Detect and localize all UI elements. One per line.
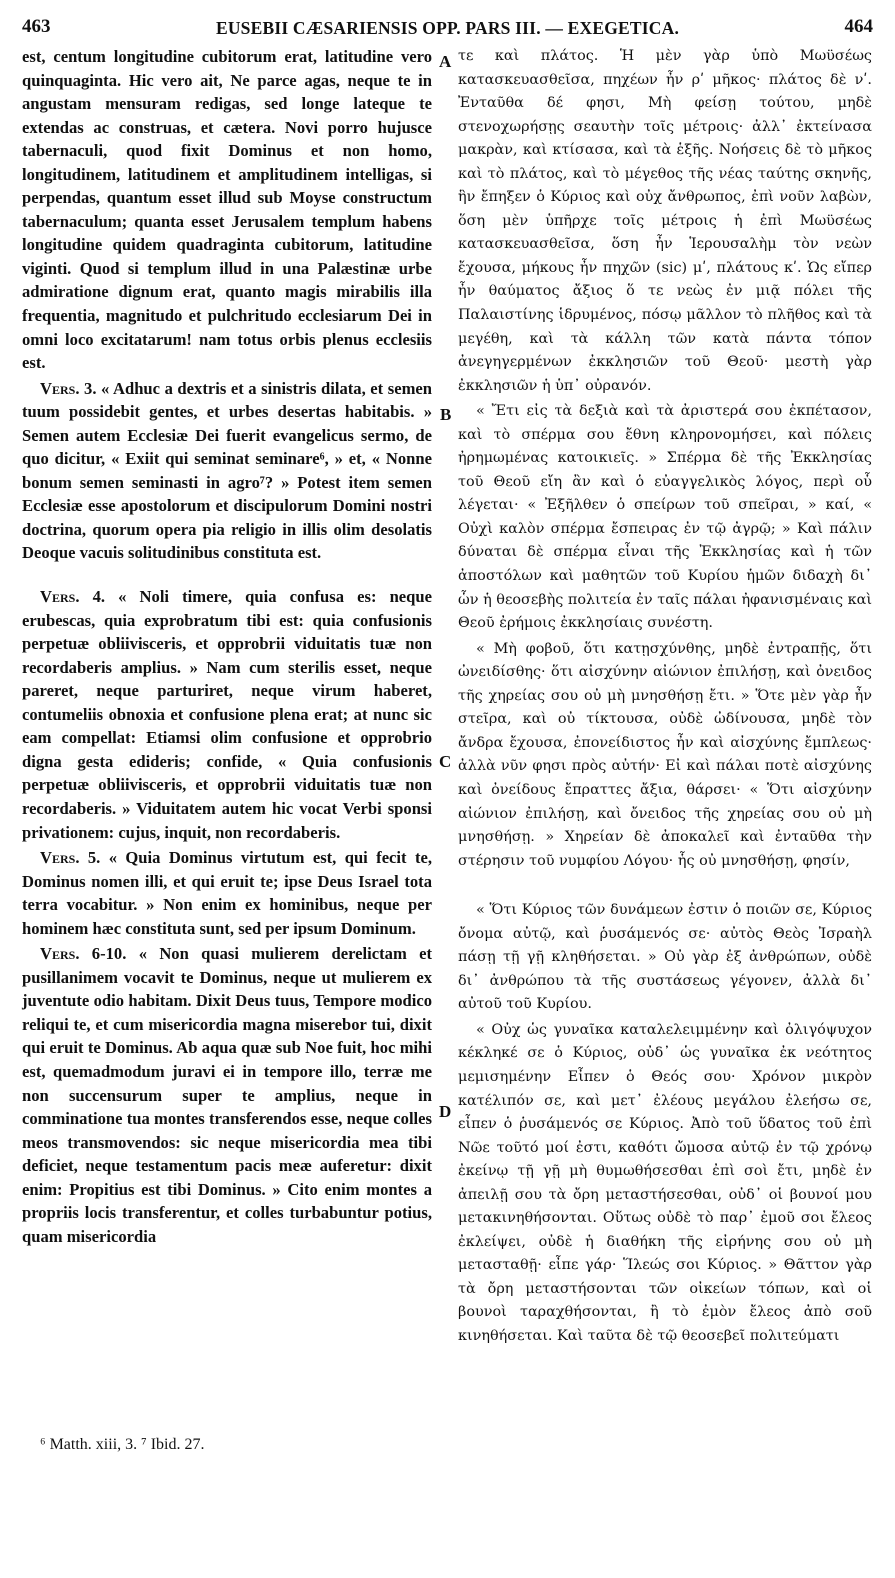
margin-letter-d: D [439,1102,452,1121]
latin-column [22,45,432,1248]
greek-column [458,45,872,1349]
greek-verse-3: « Ἔτι εἰς τὰ δεξιὰ καὶ τὰ ἀριστερά σου ἐκπέτασον, καὶ τὸ σπέρμα σου ἔθνη κληρονομήσει, καὶ πόλεις ἠρημωμένας κατοικιεῖς. » Σπέρμα δὲ τῆς Ἐκκλησίας τοῦ Θεοῦ εἴη ἂν καὶ ὁ εὐαγγελικὸς λόγος, περὶ οὗ λέγεται· « Ἐξῆλθεν ὁ σπείρων τοῦ σπεῖραι, » καί, « Οὐχὶ καλὸν σπέρμα ἔσπειρας ἐν τῷ ἀγρῷ; » Καὶ πάλιν δύναται δὲ σπέρμα εἶναι τῆς Ἐκκλησίας καὶ ἡ τῶν ἀποστόλων καὶ μαθητῶν τοῦ Κυρίου ἡμῶν διδαχὴ δι᾽ ὧν ἡ θεοσεβὴς πολιτεία ἐν ταῖς πάλαι ἠφανισμέναις καὶ Θεοῦ ἐρήμοις ἐκκλησίαις συνέστη. [458,403,872,632]
verse-label-3: Vers. 3. [40,378,97,398]
latin-verse-5-text: « Quia Dominus virtutum est, qui fecit te, Dominus nomen illi, et qui eruit te; ipse Deus Israel tota terra vocabitur. » Non enim ex hominibus, neque per hominem hæc constituta sunt, sed per ipsum Dominum. [22,848,432,938]
greek-verse-5: « Ὅτι Κύριος τῶν δυνάμεων ἐστιν ὁ ποιῶν σε, Κύριος ὄνομα αὐτῷ, καὶ ῥυσάμενός σε· αὐτὸς Θεὸς Ἰσραὴλ πάσῃ τῇ γῇ κληθήσεται. » Οὐ γὰρ ἐξ ἀνθρώπων, οὐδὲ δι᾽ ἀνθρώπου τὰ τῆς συστάσεως γέγονεν, ἀλλὰ δι᾽ αὐτοῦ τοῦ Κυρίου. [458,902,872,1013]
greek-verse-6-10: « Οὐχ ὡς γυναῖκα καταλελειμμένην καὶ ὀλιγόψυχον κέκληκέ σε ὁ Κύριος, οὐδ᾽ ὡς γυναῖκα ἐκ νεότητος μεμισημένην Εἶπεν ὁ Θεός σου· Χρόνον μικρὸν κατέλιπόν σε, καὶ μετ᾽ ἐλέους μεγάλου ἐλεήσω σε, εἶπεν ὁ ῥυσάμενός σε Κύριος. Ἀπὸ τοῦ ὕδατος τοῦ ἐπὶ Νῶε τοῦτό μοί ἐστι, καθότι ὤμοσα αὐτῷ ἐν τῷ χρόνῳ ἐκείνῳ τῇ γῇ μὴ θυμωθήσεσθαι ἐπὶ σοὶ ἔτι, μηδὲ ἐν ἀπειλῇ σου τὰ ὄρη μεταστήσεσθαι, οὐδ᾽ οἱ βουνοί μου μετακινηθήσονται. Οὕτως οὐδὲ τὸ παρ᾽ ἐμοῦ σοι ἔλεος ἐκλείψει, οὐδὲ ἡ διαθήκη τῆς εἰρήνης σου οὐ μὴ μετασταθῇ· εἶπε γάρ· Ἵλεώς σοι Κύριος. » Θᾶττον γὰρ τὰ ὄρη μεταστήσονται τῶν οἰκείων τόπων, καὶ οἱ βουνοὶ ταραχθήσονται, ἢ τὸ ἐμὸν ἔλεος ἀπὸ σοῦ κινηθήσεται. Καὶ ταῦτα δὲ τῷ θεοσεβεῖ πολιτεύματι [458,1021,872,1344]
greek-verse-4: « Μὴ φοβοῦ, ὅτι κατῃσχύνθης, μηδὲ ἐντραπῇς, ὅτι ὠνειδίσθης· ὅτι αἰσχύνην αἰώνιον ἐπιλήσῃ, καὶ ὀνειδος τῆς χηρείας σου οὐ μὴ μνησθήσῃ ἔτι. » Ὅτε μὲν γὰρ ἦν στεῖρα, καὶ οὐ τίκτουσα, οὐδὲ ὠδίνουσα, μηδὲ τὸν ἄνδρα ἔχουσα, ἐπονείδιστος ἦν καὶ αἰσχύνης ἔμπλεως· ἀλλὰ νῦν φησι πρὸς αὐτήν· Εἰ καὶ πάλαι ποτὲ αἰσχύνης καὶ ὀνείδους ἔπραττες ἄξια, θάρσει· « Ὅτι αἰσχύνην αἰώνιον ἐπιλήσῃ, καὶ ὄνειδος τῆς χηρείας σου οὐ μὴ μνησθήσῃ. » Χηρείαν δὲ ἀποκαλεῖ καὶ ἐνταῦθα τὴν στέρησιν τοῦ νυμφίου Λόγου· ἧς οὐ μνησθήσῃ, φησίν, [458,640,872,869]
latin-verse-3-text: « Adhuc a dextris et a sinistris dilata, et semen tuum possidebit gentes, et urbes desertas habitabis. » Semen autem Ecclesiæ Dei fuerit evangelicus sermo, de quo dicitur, « Exiit qui seminat seminare⁶, » et, « Nonne bonum semen seminasti in agro⁷? » Potest item semen Ecclesiæ esse apostolorum et discipulorum Domini nostri doctrina, quorum opera pia religio in illis olim desolatis Deoque vacuis solitudinibus constituta est. [22,378,432,563]
verse-label-5: Vers. 5. [40,848,101,868]
page-number-left: 463 [22,16,51,37]
latin-paragraph-1: est, centum longitudine cubitorum erat, latitudine vero quinquaginta. Hic vero ait, Ne parce agas, neque te in angustam mensuram redigas, sed longe lateque te extendas ac construas, et cætera. Novi porro hujusce tabernaculi, quod fixit Dominus et non homo, longitudinem, latitudinem et amplitudinem intelligas, si perpendas, quantum esset illud sub Moyse constructum tabernaculum; quanta esset Jerusalem templum habens longitudine quidem quadraginta cubitorum, latitudine viginti. Quod si templum illud in una Palæstinæ urbe admiratione dignum erat, quanto magis mirabilis illa frequentia, magnitudo et pulchritudo ecclesiarum Dei in omni loco excitatarum! nam totus orbis plenus ecclesiis est. [22,47,432,373]
latin-verse-4-text: « Noli timere, quia confusa es: neque erubescas, quia exprobratum tibi est: quia confusionis perpetuæ obliivisceris, et opprobrii viduitatis tuæ non recordaberis amplius. » Nam cum sterilis esset, neque pareret, neque parturiret, neque virum haberet, contumeliis obnoxia et confusione plena erat; at nunc sic eam compellat: Etiamsi olim confusione et opprobrio digna gesta edideris; confide, « Quia confusionis perpetuæ obliivisceris, et opprobrii viduitatis tuæ non recordaberis. » Viduitatem autem hic vocat Verbi sponsi privationem: cujus, inquit, non recordaberis. [22,587,432,842]
latin-verse-4 [22,585,432,844]
latin-verse-3 [22,377,432,565]
latin-verse-5 [22,846,432,940]
margin-letter-a: A [439,52,452,71]
verse-label-6-10: Vers. 6-10. [40,944,127,964]
verse-label-4: Vers. 4. [40,587,106,607]
footnotes: ⁶ Matth. xiii, 3. ⁷ Ibid. 27. [40,1436,205,1453]
running-title: EUSEBII CÆSARIENSIS OPP. PARS III. — EXEGETICA. [215,18,680,38]
margin-letter-c: C [439,752,452,771]
latin-verse-6-10-text: « Non quasi mulierem derelictam et pusillanimem vocavit te Dominus, neque ut mulierem ex juventute odio habitam. Dixit Deus tuus, Tempore modico reliqui te, et cum misericordia magna miserebor tui, dixit qui eruit te Dominus. Ab aqua quæ sub Noe fuit, hoc mihi est, quemadmodum juravi ei in tempore illo, terræ me non succensurum super te amplius, neque in comminatione tua montes transferendos esse, neque colles meos transmovendos: sic neque misericordia mea tibi deficiet, neque testamentum pacis meæ auferetur: dixit enim: Propitius est tibi Dominus. » Cito enim montes a propriis locis transferentur, et colles turbabuntur potius, quam misericordia [22,944,432,1246]
running-header [22,14,873,44]
latin-verse-6-10 [22,942,432,1248]
margin-letter-b: B [440,405,452,424]
greek-paragraph-1: τε καὶ πλάτος. Ἡ μὲν γὰρ ὑπὸ Μωϋσέως κατασκευασθεῖσα, πηχέων ἦν ρʹ μῆκος· πλάτος δὲ νʹ. Ἐνταῦθα δέ φησι, Μὴ φείσῃ τούτου, μηδὲ στενοχωρήσῃς σεαυτὴν τοῖς μέτροις· ἀλλ᾽ ἐκτείνασα μακρὰν, καὶ κτίσασα, καὶ τὰ ἑξῆς. Νοήσεις δὲ τὸ μῆκος καὶ τὸ πλάτος, καὶ τὸ μέγεθος τῆς νέας ταύτης σκηνῆς, ἣν ἔπηξεν ὁ Κύριος καὶ οὐχ ἄνθρωπος, ἐπὶ νοῦν λαβὼν, ὅση μὲν ὑπῆρχε τοῖς μέτροις ἡ ἐπὶ Μωϋσέως κατασκευασθεῖσα, ὅση ἦν Ἱερουσαλὴμ τὸν νεὼν ἔχουσα, μήκους ἦν πηχῶν (sic) μʹ, πλάτους κʹ. Ὡς εἴπερ ἦν θαύματος ἄξιος ὅ τε νεὼς ἐν μιᾷ πόλει τῆς Παλαιστίνης ἱδρυμένος, πόσῳ μᾶλλον τὸ πλῆθος καὶ τὰ μεγέθη, καὶ τὰ κάλλη τῶν κατὰ πάντα τόπον ἀνεγηγερμένων ἐκκλησιῶν τοῦ Θεοῦ· μεστὴ γὰρ ἐκκλησιῶν ἡ ὑπ᾽ οὐρανόν. [458,48,872,394]
page-number-right: 464 [844,16,873,37]
